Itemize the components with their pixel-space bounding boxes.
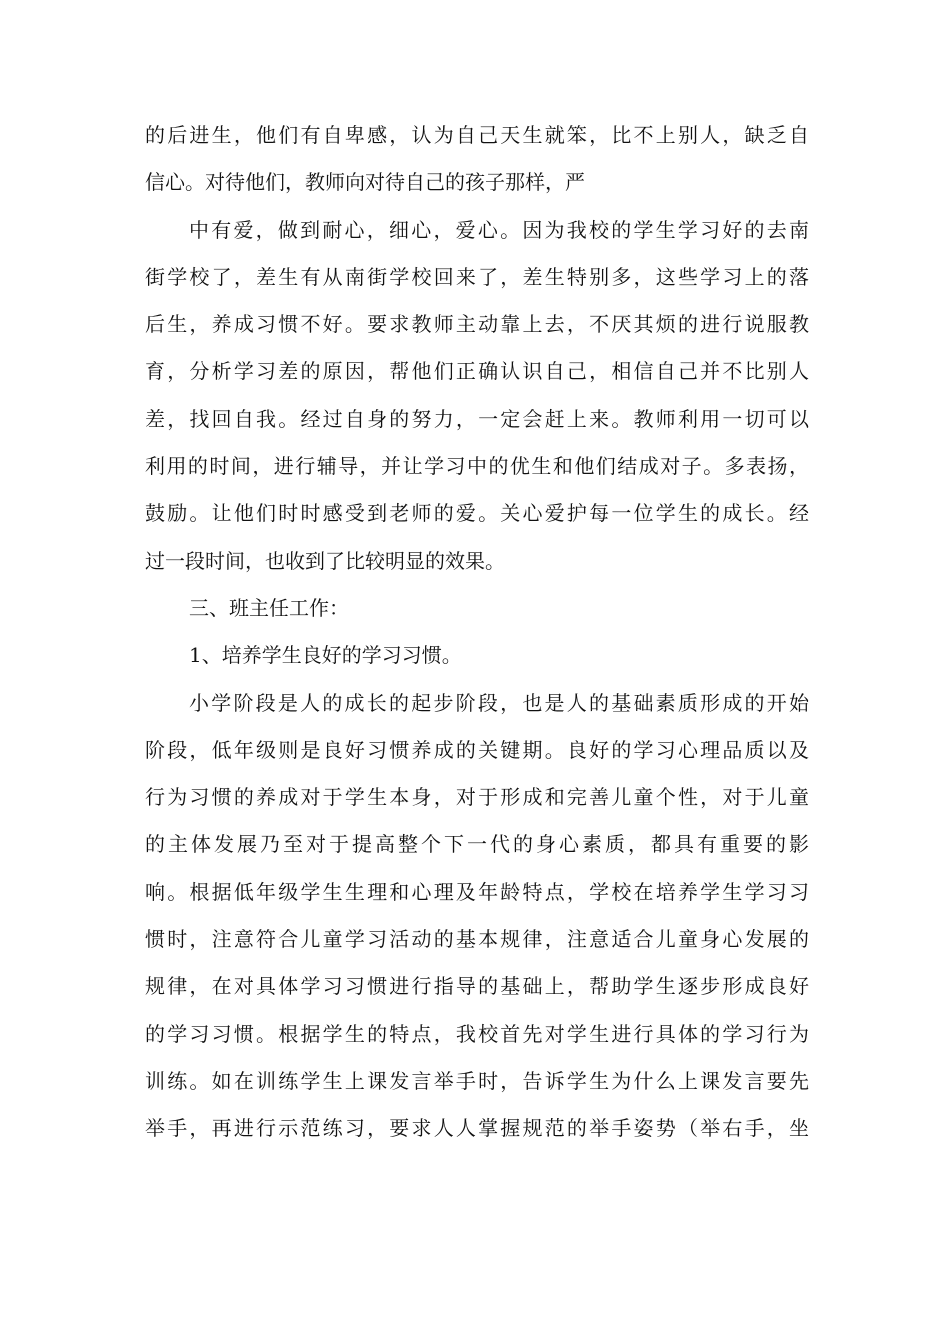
text-line: 利用的时间，进行辅导，并让学习中的优生和他们结成对子。多表扬， bbox=[145, 454, 809, 479]
text-line: 后生，养成习惯不好。要求教师主动靠上去，不厌其烦的进行说服教 bbox=[145, 312, 809, 337]
text-line: 规律，在对具体学习习惯进行指导的基础上，帮助学生逐步形成良好 bbox=[145, 974, 809, 999]
subsection-heading: 1、培养学生良好的学习习惯。 bbox=[189, 643, 462, 668]
paragraph-first-line: 中有爱，做到耐心，细心，爱心。因为我校的学生学习好的去南 bbox=[189, 217, 809, 242]
text-line: 行为习惯的养成对于学生本身，对于形成和完善儿童个性，对于儿童 bbox=[145, 785, 809, 810]
text-line: 育，分析学习差的原因，帮他们正确认识自己，相信自己并不比别人 bbox=[145, 359, 809, 384]
text-line: 街学校了，差生有从南街学校回来了，差生特别多，这些学习上的落 bbox=[145, 264, 809, 289]
text-line: 的学习习惯。根据学生的特点，我校首先对学生进行具体的学习行为 bbox=[145, 1021, 809, 1046]
text-line: 阶段，低年级则是良好习惯养成的关键期。良好的学习心理品质以及 bbox=[145, 737, 809, 762]
text-line: 的后进生，他们有自卑感，认为自己天生就笨，比不上别人，缺乏自 bbox=[145, 123, 809, 147]
text-line: 训练。如在训练学生上课发言举手时，告诉学生为什么上课发言要先 bbox=[145, 1068, 809, 1093]
document-body bbox=[145, 112, 809, 1153]
paragraph-first-line: 小学阶段是人的成长的起步阶段，也是人的基础素质形成的开始 bbox=[189, 690, 809, 715]
text-line: 信心。对待他们，教师向对待自己的孩子那样，严 bbox=[145, 170, 585, 195]
text-line: 差，找回自我。经过自身的努力，一定会赶上来。教师利用一切可以 bbox=[145, 406, 809, 431]
text-line: 举手，再进行示范练习，要求人人掌握规范的举手姿势（举右手，坐 bbox=[145, 1116, 809, 1141]
section-heading: 三、班主任工作： bbox=[189, 595, 349, 620]
text-line: 鼓励。让他们时时感受到老师的爱。关心爱护每一位学生的成长。经 bbox=[145, 501, 809, 526]
text-line: 的主体发展乃至对于提高整个下一代的身心素质，都具有重要的影 bbox=[145, 832, 809, 857]
text-line: 响。根据低年级学生生理和心理及年龄特点，学校在培养学生学习习 bbox=[145, 879, 809, 904]
text-line: 过一段时间，也收到了比较明显的效果。 bbox=[145, 548, 505, 573]
text-line: 惯时，注意符合儿童学习活动的基本规律，注意适合儿童身心发展的 bbox=[145, 927, 809, 952]
